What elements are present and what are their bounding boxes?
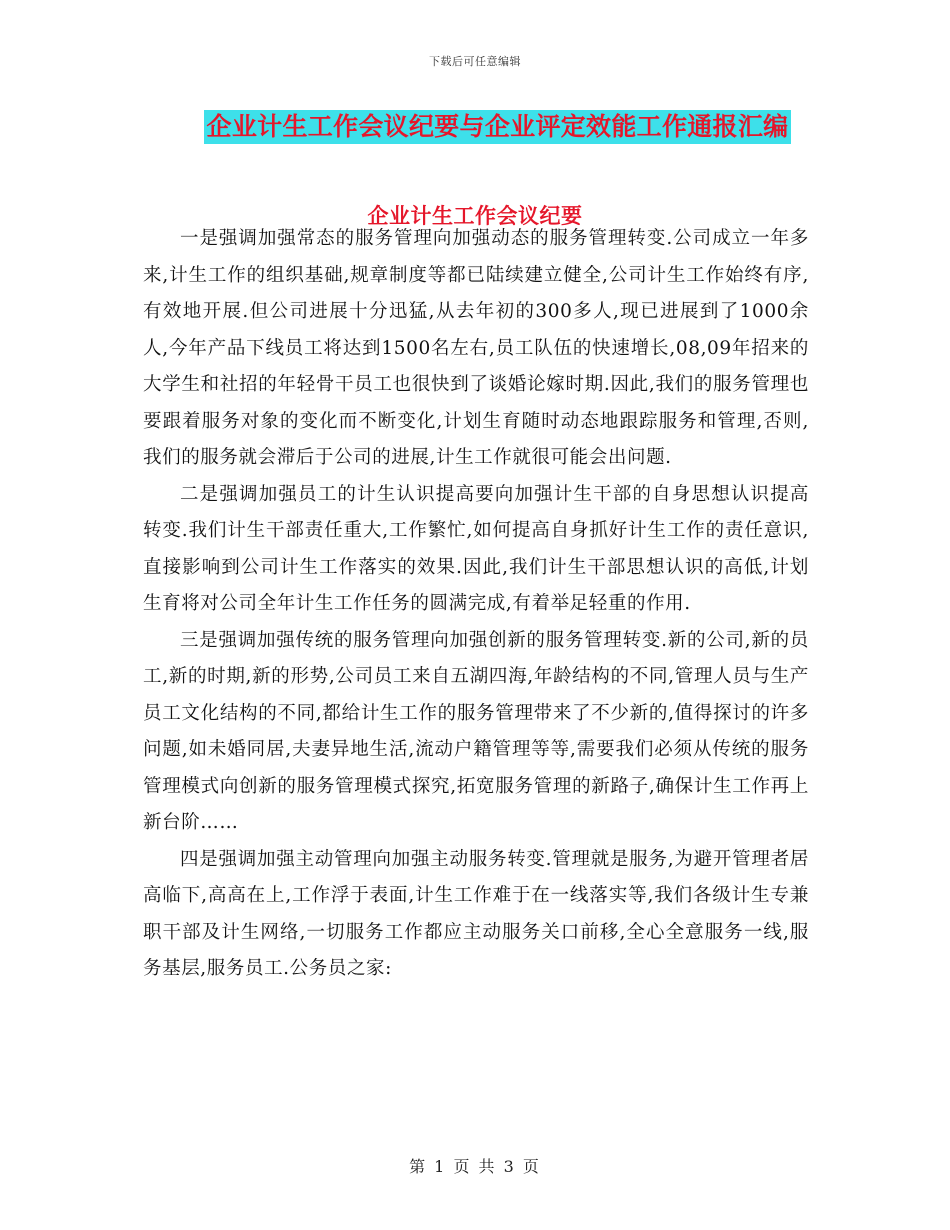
paragraph-2: 二是强调加强员工的计生认识提高要向加强计生干部的自身思想认识提高转变.我们计生干部责任重大,工作繁忙,如何提高自身抓好计生工作的责任意识,直接影响到公司计生工作落实的效果.因此,我们计生干部思想认识的高低,计划生育将对公司全年计生工作任务的圆满完成,有着举足轻重的作用. (143, 483, 809, 614)
document-title: 企业计生工作会议纪要与企业评定效能工作通报汇编 (204, 110, 792, 144)
page-number-footer: 第 1 页 共 3 页 (409, 1157, 541, 1176)
section-title: 企业计生工作会议纪要 (367, 204, 583, 228)
paragraph-4: 四是强调加强主动管理向加强主动服务转变.管理就是服务,为避开管理者居高临下,高高在上,工作浮于表面,计生工作难于在一线落实等,我们各级计生专兼职干部及计生网络,一切服务工作都应主动服务关口前移,全心全意服务一线,服务基层,服务员工.公务员之家: (143, 848, 809, 979)
document-title-container (0, 110, 950, 144)
paragraph-1: 一是强调加强常态的服务管理向加强动态的服务管理转变.公司成立一年多来,计生工作的组织基础,规章制度等都已陆续建立健全,公司计生工作始终有序,有效地开展.但公司进展十分迅猛,从去年初的300多人,现已进展到了1000余人,今年产品下线员工将达到1500名左右,员工队伍的快速增长,08,09年招来的大学生和社招的年轻骨干员工也很快到了谈婚论嫁时期.因此,我们的服务管理也要跟着服务对象的变化而不断变化,计划生育随时动态地跟踪服务和管理,否则,我们的服务就会滞后于公司的进展,计生工作就很可能会出问题. (143, 228, 809, 468)
page-header-note: 下载后可任意编辑 (429, 55, 521, 68)
document-body (143, 221, 809, 988)
paragraph-3: 三是强调加强传统的服务管理向加强创新的服务管理转变.新的公司,新的员工,新的时期,新的形势,公司员工来自五湖四海,年龄结构的不同,管理人员与生产员工文化结构的不同,都给计生工作的服务管理带来了不少新的,值得探讨的许多问题,如未婚同居,夫妻异地生活,流动户籍管理等等,需要我们必须从传统的服务管理模式向创新的服务管理模式探究,拓宽服务管理的新路子,确保计生工作再上新台阶…… (143, 629, 809, 833)
